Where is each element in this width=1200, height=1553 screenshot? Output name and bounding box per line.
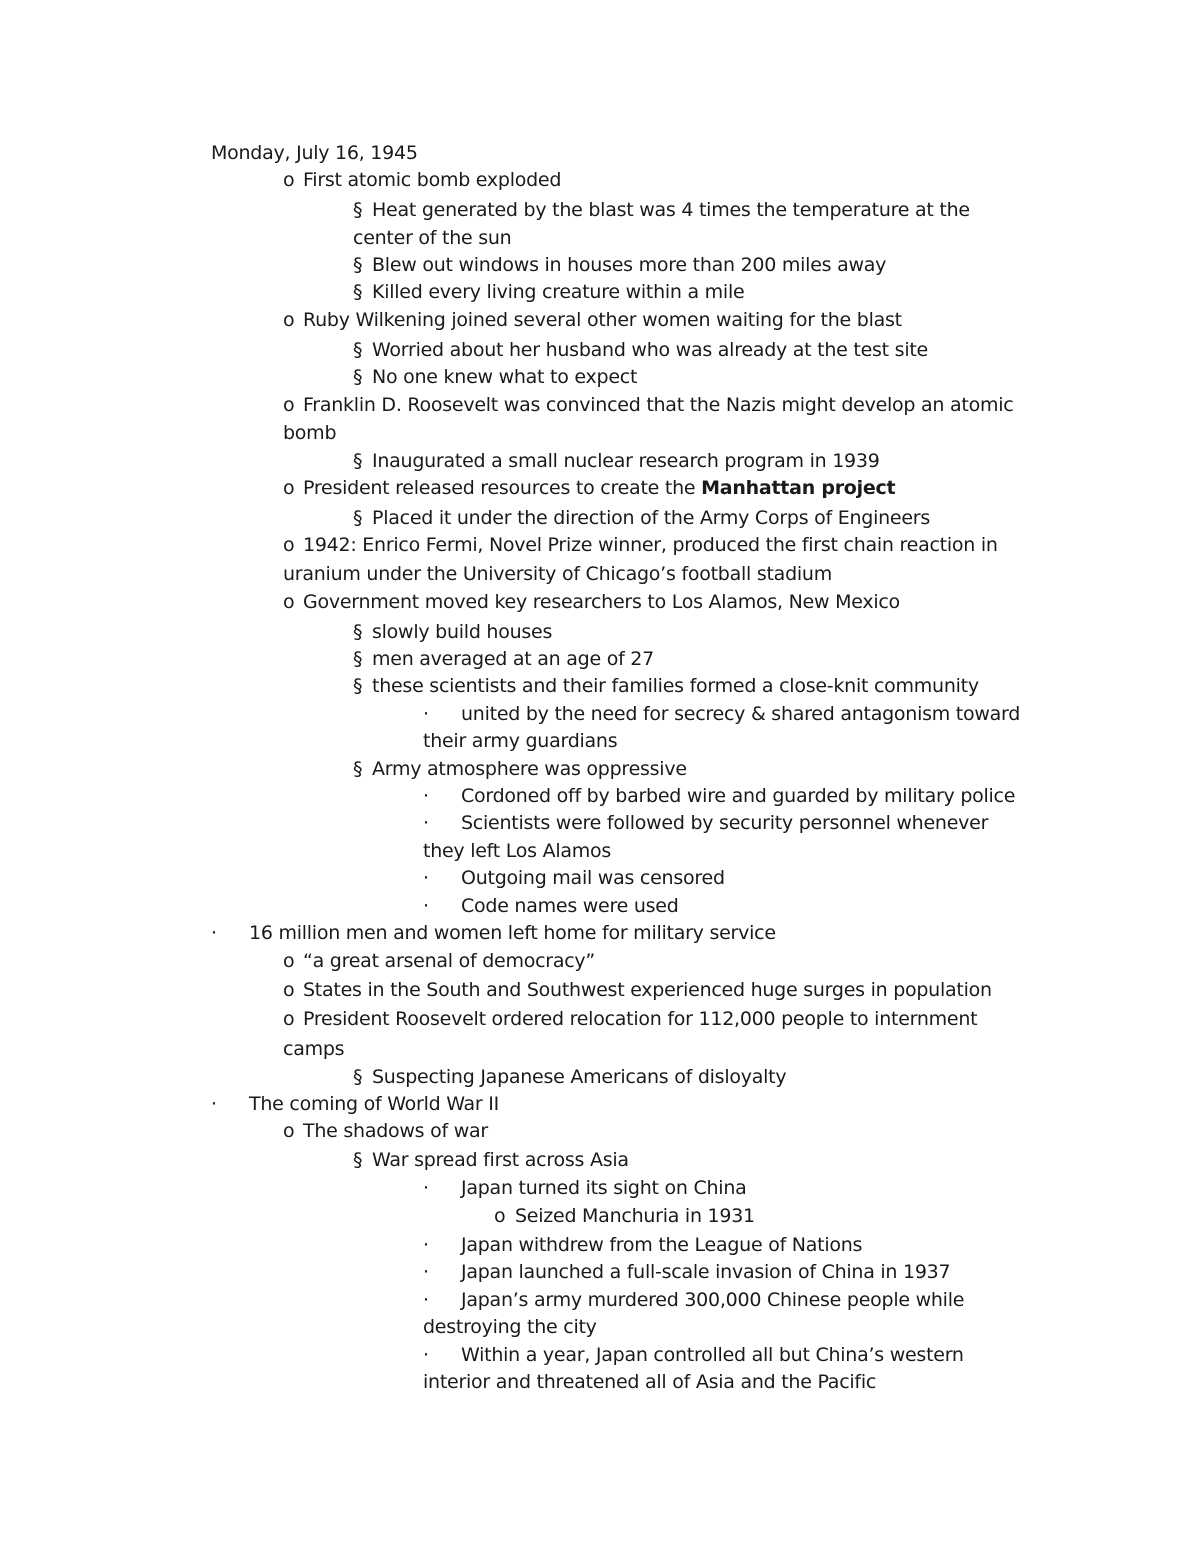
outline-line (423, 867, 1200, 889)
outline-line (494, 1205, 1200, 1227)
outline-line (283, 534, 1200, 556)
outline-line (353, 254, 1200, 276)
outline-line-text: Scientists were followed by security personnel whenever (461, 812, 989, 834)
outline-line-text: center of the sun (353, 227, 512, 249)
section-bullet-icon: § (353, 199, 363, 221)
section-bullet-icon: § (353, 758, 363, 780)
circle-bullet-icon: o (283, 1120, 295, 1142)
outline-line-text: Placed it under the direction of the Army Corps of Engineers (372, 507, 931, 529)
outline-line-text: No one knew what to expect (372, 366, 638, 388)
dot-bullet-icon: · (211, 1093, 217, 1115)
circle-bullet-icon: o (283, 309, 295, 331)
outline-line-text: First atomic bomb exploded (303, 169, 562, 191)
outline-line (423, 812, 1200, 834)
section-bullet-icon: § (353, 648, 363, 670)
outline-line-text: Government moved key researchers to Los Alamos, New Mexico (303, 591, 900, 613)
dot-bullet-icon: · (423, 1289, 429, 1311)
outline-line (423, 1234, 1200, 1256)
outline-line-text: uranium under the University of Chicago’s football stadium (283, 563, 832, 585)
outline-line-text: Killed every living creature within a mile (372, 281, 745, 303)
outline-line (283, 477, 1200, 499)
outline-line (423, 785, 1200, 807)
outline-line (423, 703, 1200, 725)
outline-line (283, 169, 1200, 191)
outline-line (353, 621, 1200, 643)
outline-line-text: States in the South and Southwest experienced huge surges in population (303, 979, 992, 1001)
outline-line (353, 366, 1200, 388)
outline-line-text: Blew out windows in houses more than 200 miles away (372, 254, 887, 276)
outline-line-text: these scientists and their families formed a close-knit community (372, 675, 979, 697)
outline-line (353, 227, 1200, 249)
outline-line (423, 730, 1200, 752)
outline-line-text: Franklin D. Roosevelt was convinced that the Nazis might develop an atomic (303, 394, 1014, 416)
outline-line (423, 1344, 1200, 1366)
circle-bullet-icon: o (283, 1008, 295, 1030)
outline-line (353, 1149, 1200, 1171)
outline-line (283, 979, 1200, 1001)
circle-bullet-icon: o (283, 394, 295, 416)
outline-line (283, 950, 1200, 972)
dot-bullet-icon: · (423, 1177, 429, 1199)
dot-bullet-icon: · (423, 1234, 429, 1256)
outline-line-text: their army guardians (423, 730, 618, 752)
outline-line (423, 1289, 1200, 1311)
outline-line-text: Japan turned its sight on China (461, 1177, 747, 1199)
section-bullet-icon: § (353, 675, 363, 697)
outline-line (283, 1038, 1200, 1060)
outline-line-text: Japan’s army murdered 300,000 Chinese people while (461, 1289, 965, 1311)
outline-line (283, 309, 1200, 331)
circle-bullet-icon: o (494, 1205, 506, 1227)
outline-line (353, 339, 1200, 361)
outline-line (283, 1008, 1200, 1030)
section-bullet-icon: § (353, 450, 363, 472)
outline-line-text: destroying the city (423, 1316, 597, 1338)
outline-line (353, 199, 1200, 221)
outline-line-text: 16 million men and women left home for military service (249, 922, 776, 944)
dot-bullet-icon: · (211, 922, 217, 944)
outline-line-text: Army atmosphere was oppressive (372, 758, 687, 780)
outline-line (423, 840, 1200, 862)
circle-bullet-icon: o (283, 477, 295, 499)
outline-line-text: Ruby Wilkening joined several other women waiting for the blast (303, 309, 902, 331)
outline-line (283, 394, 1200, 416)
outline-line-text: The shadows of war (303, 1120, 488, 1142)
circle-bullet-icon: o (283, 950, 295, 972)
outline-line (353, 507, 1200, 529)
dot-bullet-icon: · (423, 703, 429, 725)
circle-bullet-icon: o (283, 979, 295, 1001)
outline-line (283, 422, 1200, 444)
section-bullet-icon: § (353, 1066, 363, 1088)
circle-bullet-icon: o (283, 169, 295, 191)
outline-line-text: men averaged at an age of 27 (372, 648, 654, 670)
dot-bullet-icon: · (423, 867, 429, 889)
outline-line (211, 922, 1200, 944)
circle-bullet-icon: o (283, 534, 295, 556)
outline-line-text: Cordoned off by barbed wire and guarded by military police (461, 785, 1016, 807)
outline-line-text: Heat generated by the blast was 4 times the temperature at the (372, 199, 970, 221)
circle-bullet-icon: o (283, 591, 295, 613)
outline-line (283, 591, 1200, 613)
outline-line-text: War spread first across Asia (372, 1149, 629, 1171)
outline-line-text: Outgoing mail was censored (461, 867, 725, 889)
dot-bullet-icon: · (423, 812, 429, 834)
section-bullet-icon: § (353, 254, 363, 276)
section-bullet-icon: § (353, 366, 363, 388)
outline-line-text: Within a year, Japan controlled all but China’s western (461, 1344, 964, 1366)
outline-line-text: The coming of World War II (249, 1093, 499, 1115)
section-bullet-icon: § (353, 621, 363, 643)
outline-line-text: Inaugurated a small nuclear research program in 1939 (372, 450, 880, 472)
section-bullet-icon: § (353, 1149, 363, 1171)
outline-line (353, 450, 1200, 472)
outline-line-text: interior and threatened all of Asia and the Pacific (423, 1371, 877, 1393)
section-bullet-icon: § (353, 339, 363, 361)
outline-line-text: bomb (283, 422, 337, 444)
outline-line (423, 1316, 1200, 1338)
outline-line (423, 1371, 1200, 1393)
outline-line-text: 1942: Enrico Fermi, Novel Prize winner, produced the first chain reaction in (303, 534, 998, 556)
outline-line (423, 895, 1200, 917)
outline-line (353, 758, 1200, 780)
dot-bullet-icon: · (423, 785, 429, 807)
outline-line-text: camps (283, 1038, 345, 1060)
outline-line (353, 281, 1200, 303)
outline-line (423, 1261, 1200, 1283)
outline-line-text: united by the need for secrecy & shared antagonism toward (461, 703, 1021, 725)
bold-term: Manhattan project (701, 477, 896, 499)
outline-line (353, 675, 1200, 697)
section-bullet-icon: § (353, 507, 363, 529)
outline-line (353, 648, 1200, 670)
outline-line (283, 1120, 1200, 1142)
section-bullet-icon: § (353, 281, 363, 303)
outline-line-text: Worried about her husband who was already at the test site (372, 339, 928, 361)
outline-line (211, 1093, 1200, 1115)
outline-line-text: President released resources to create the (303, 477, 702, 499)
outline-line-text: they left Los Alamos (423, 840, 612, 862)
page-heading (211, 142, 1200, 164)
outline-line (423, 1177, 1200, 1199)
outline-line-text: Code names were used (461, 895, 679, 917)
dot-bullet-icon: · (423, 1261, 429, 1283)
outline-line (283, 563, 1200, 585)
outline-line-text: President Roosevelt ordered relocation for 112,000 people to internment (303, 1008, 978, 1030)
outline-line-text: Japan launched a full-scale invasion of China in 1937 (461, 1261, 951, 1283)
outline-line-text: slowly build houses (372, 621, 553, 643)
dot-bullet-icon: · (423, 1344, 429, 1366)
outline-line-text: Japan withdrew from the League of Nations (461, 1234, 863, 1256)
outline-line-text: Seized Manchuria in 1931 (515, 1205, 755, 1227)
heading-text: Monday, July 16, 1945 (211, 142, 418, 164)
outline-line-text: Suspecting Japanese Americans of disloyalty (372, 1066, 787, 1088)
outline-line (353, 1066, 1200, 1088)
outline-line-text: “a great arsenal of democracy” (303, 950, 596, 972)
dot-bullet-icon: · (423, 895, 429, 917)
